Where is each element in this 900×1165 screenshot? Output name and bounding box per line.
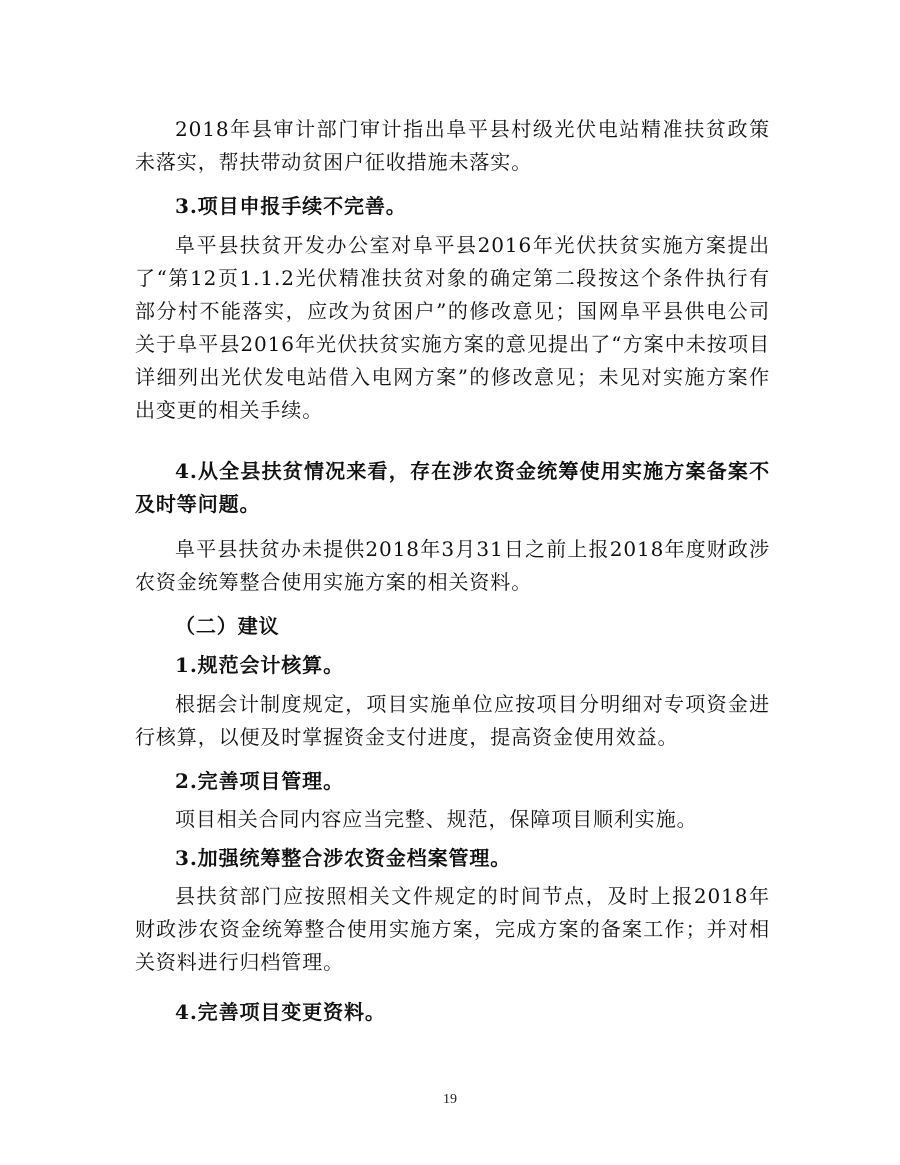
application-detail-paragraph: 阜平县扶贫开发办公室对阜平县2016年光伏扶贫实施方案提出了“第12页1.1.2光伏精准扶贫对象的确定第二段按这个条件执行有部分村不能落实，应改为贫困户”的修改意见；国网阜平县供电公司关于阜平县2016年光伏扶贫实施方案的意见提出了“方案中未按项目详细列出光伏发电站借入电网方案”的修改意见；未见对实施方案作出变更的相关手续。 [135, 233, 770, 422]
project-management-paragraph: 项目相关合同内容应当完整、规范，保障项目顺利实施。 [175, 807, 698, 831]
section-heading-recommendations: （二）建议 [175, 614, 280, 638]
filing-detail-paragraph: 阜平县扶贫办未提供2018年3月31日之前上报2018年度财政涉农资金统筹整合使用实施方案的相关资料。 [135, 537, 770, 594]
audit-finding-paragraph: 2018年县审计部门审计指出阜平县村级光伏电站精准扶贫政策未落实，帮扶带动贫困户征收措施未落实。 [135, 117, 770, 174]
accounting-paragraph: 根据会计制度规定，项目实施单位应按项目分明细对专项资金进行核算，以便及时掌握资金支付进度，提高资金使用效益。 [135, 692, 770, 749]
heading-change-documents: 4.完善项目变更资料。 [175, 1000, 386, 1024]
heading-accounting: 1.规范会计核算。 [175, 653, 344, 677]
heading-county-poverty-situation: 4.从全县扶贫情况来看，存在涉农资金统筹使用实施方案备案不及时等问题。 [135, 459, 770, 516]
page-number: 19 [443, 1092, 457, 1107]
heading-archive-management: 3.加强统筹整合涉农资金档案管理。 [175, 846, 512, 870]
archive-management-paragraph: 县扶贫部门应按照相关文件规定的时间节点，及时上报2018年财政涉农资金统筹整合使用实施方案，完成方案的备案工作；并对相关资料进行归档管理。 [135, 884, 770, 974]
heading-project-application: 3.项目申报手续不完善。 [175, 194, 407, 218]
heading-project-management: 2.完善项目管理。 [175, 769, 344, 793]
